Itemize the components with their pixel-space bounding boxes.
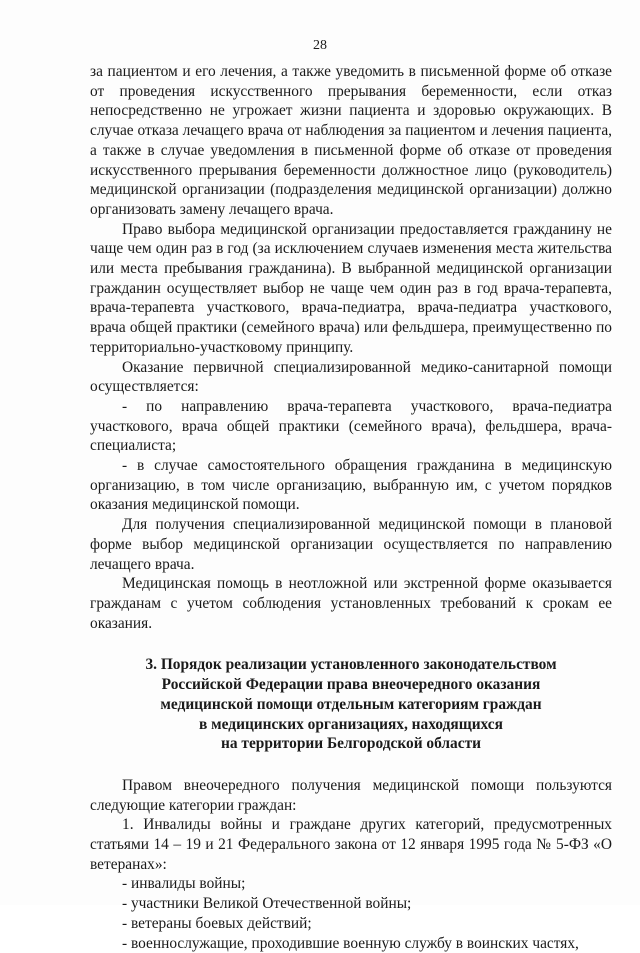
list-item: - по направлению врача-терапевта участкового, врача-педиатра участкового, врача общей практики (семейного врача), фельдшера, врача-специалиста; [90,397,612,455]
heading-line: на территории Белгородской области [220,735,482,753]
paragraph: Для получения специализированной медицинской помощи в плановой форме выбор медицинской организации осуществляется по направлению лечащего врача. [90,516,612,573]
section-heading [90,655,612,754]
paragraph: 1. Инвалиды войны и граждане других категорий, предусмотренных статьями 14 – 19 и 21 Федерального закона от 12 января 1995 года № 5-ФЗ «О ветеранах»: [90,816,612,873]
heading-line: медицинской помощи отдельным категориям граждан [160,695,542,713]
list-item: - участники Великой Отечественной войны; [122,895,412,913]
heading-line: 3. Порядок реализации установленного законодательством [145,656,557,674]
paragraph: Право выбора медицинской организации предоставляется гражданину не чаще чем один раз в год (за исключением случаев изменения места жительства или места пребывания гражданина). В выбранной медицинской организации гражданин осуществляет выбор не чаще чем один раз в год врача-терапевта, врача-терапевта участкового, врача-педиатра, врача-педиатра участкового, врача общей практики (семейного врача) или фельдшера, преимущественно по территориально-участковому принципу. [90,220,612,356]
list-item: - военнослужащие, проходившие военную службу в воинских частях, [122,934,579,952]
list-item: - в случае самостоятельного обращения гражданина в медицинскую организацию, в том числе организацию, выбранную им, с учетом порядков оказания медицинской помощи. [90,457,612,514]
document-body [90,62,612,953]
list-item: - ветераны боевых действий; [122,914,312,932]
paragraph: Оказание первичной специализированной медико-санитарной помощи осуществляется: [90,358,612,396]
heading-line: в медицинских организациях, находящихся [199,715,503,733]
page-number: 28 [313,38,327,53]
paragraph: Правом внеочередного получения медицинской помощи пользуются следующие категории граждан: [90,776,612,814]
paragraph: Медицинская помощь в неотложной или экстренной форме оказывается гражданам с учетом соблюдения установленных требований к срокам ее оказания. [90,575,612,632]
list-item: - инвалиды войны; [122,875,246,893]
heading-line: Российской Федерации права внеочередного оказания [161,676,541,694]
paragraph: за пациентом и его лечения, а также уведомить в письменной форме об отказе от проведения искусственного прерывания беременности, если отказ непосредственно не угрожает жизни пациента и здоровью окружающих. В случае отказа лечащего врача от наблюдения за пациентом и лечения пациента, а также в случае уведомления в письменной форме об отказе от проведения искусственного прерывания беременности должностное лицо (руководитель) медицинской организации (подразделения медицинской организации) должно организовать замену лечащего врача. [90,63,612,218]
